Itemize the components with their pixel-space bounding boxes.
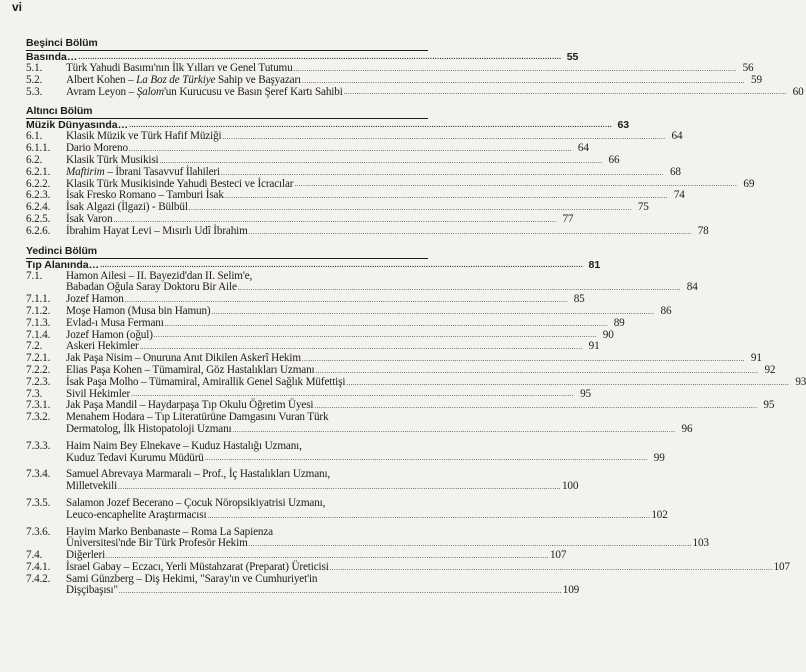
entry-title: Evlad-ı Musa Fermanı	[66, 316, 164, 329]
entry-number: 7.3.5.	[26, 496, 51, 509]
entry-number: 7.1.1.	[26, 293, 51, 306]
entry-title-line: Samuel Abrevaya Marmaralı – Prof., İç Hastalıkları Uzmanı,	[66, 468, 331, 481]
page-number: 96	[681, 422, 693, 435]
page-number: 100	[561, 480, 579, 493]
page-number: 102	[651, 508, 668, 521]
leader-dots	[106, 553, 549, 560]
entry-title	[66, 87, 343, 99]
entry-number: 6.2.2.	[26, 177, 51, 190]
page-number: 64	[671, 130, 683, 143]
section-heading	[26, 258, 601, 271]
entry-number: 7.4.	[26, 549, 43, 562]
page-number: 66	[608, 153, 620, 166]
entry-title: Klasik Türk Musikisinde Yahudi Besteci ve İcracılar	[66, 177, 294, 190]
entry-title-line: Dermatolog, İlk Histopatoloji Uzmanı	[66, 422, 232, 435]
leader-dots	[140, 344, 583, 351]
entry-number: 7.2.1.	[26, 352, 51, 365]
entry-number: 7.3.3.	[26, 439, 51, 452]
page-number: 78	[697, 224, 709, 237]
toc-entry[interactable]	[26, 572, 580, 598]
table-of-contents	[26, 37, 806, 597]
entry-title-part: – İbrani Tasavvuf İlahileri	[104, 165, 220, 178]
entry-title-line: Menahem Hodara – Tıp Literatürüne Damgasını Vuran Türk	[66, 411, 329, 424]
entry-title-line: Hamon Ailesi – II. Bayezid'dan II. Selim'e,	[66, 269, 253, 282]
leader-dots	[205, 455, 648, 462]
page-number: 55	[566, 51, 579, 63]
toc-entry[interactable]	[26, 439, 665, 465]
entry-title: Askeri Hekimler	[66, 340, 139, 353]
entry-title: İbrahim Hayat Levi – Mısırlı Udî İbrahim	[66, 224, 248, 237]
page-number: 92	[764, 363, 776, 376]
toc-entry[interactable]	[26, 363, 776, 377]
page-number: 74	[673, 189, 685, 202]
leader-dots	[302, 78, 745, 85]
leader-dots	[160, 158, 603, 165]
entry-title: Türk Yahudi Basımı'nın İlk Yılları ve Genel Tutumu	[66, 62, 293, 74]
leader-dots	[330, 565, 773, 572]
page-number: 107	[773, 560, 790, 573]
page-number: 56	[742, 62, 754, 74]
entry-title: Diğerleri	[66, 549, 106, 562]
leader-dots	[249, 229, 692, 236]
entry-number: 7.2.2.	[26, 363, 51, 376]
entry-number: 6.1.1.	[26, 142, 51, 155]
chapter-5	[26, 37, 804, 98]
page-number: 59	[751, 73, 762, 86]
page-number: 103	[692, 537, 709, 550]
toc-entry[interactable]	[26, 224, 709, 238]
toc-entry[interactable]	[26, 269, 698, 295]
entry-number: 6.2.5.	[26, 212, 51, 225]
entry-number: 7.3.1.	[26, 399, 51, 412]
entry-number: 7.4.1.	[26, 560, 51, 573]
leader-dots	[154, 332, 597, 339]
leader-dots	[113, 217, 556, 224]
entry-number: 7.3.4.	[26, 468, 51, 481]
toc-entry[interactable]	[26, 468, 579, 493]
page-number: 84	[686, 281, 698, 294]
entry-number: 7.1.	[26, 269, 43, 282]
entry-title: İsak Algazi (İlgazi) - Bülbül	[66, 201, 188, 214]
page-number: 86	[660, 304, 672, 317]
page-number: 60	[792, 85, 804, 98]
leader-dots	[129, 122, 612, 129]
entry-title: Moşe Hamon (Musa bin Hamun)	[66, 304, 211, 317]
entry-title: Jak Paşa Nisim – Onuruna Anıt Dikilen Askerî Hekim	[66, 352, 301, 365]
entry-title-italic: La Boz de Türkiye	[136, 73, 216, 86]
section-label: Müzik Dünyasında…	[26, 119, 129, 132]
entry-title-part: Avram Leyon –	[66, 85, 137, 98]
leader-dots	[302, 356, 745, 363]
entry-title-italic: Maftirim	[66, 165, 105, 178]
leader-dots	[221, 170, 664, 177]
entry-number: 7.2.	[26, 340, 43, 353]
toc-entry[interactable]	[26, 375, 806, 389]
entry-title-line: Sami Günzberg – Diş Hekimi, "Saray'ın ve Cumhuriyet'in	[66, 572, 318, 585]
entry-number: 7.3.2.	[26, 411, 51, 424]
leader-dots	[207, 513, 650, 520]
leader-dots	[294, 66, 737, 73]
entry-number: 7.3.	[26, 387, 43, 400]
page-number: 99	[653, 451, 665, 464]
entry-number: 7.3.6.	[26, 525, 51, 538]
page-number: 63	[617, 119, 630, 132]
entry-title-line: Salamon Jozef Becerano – Çocuk Nöropsikiyatrisi Uzmanı,	[66, 496, 326, 509]
entry-number: 5.1.	[26, 62, 43, 74]
entry-number: 6.2.	[26, 153, 43, 166]
chapter-title: Altıncı Bölüm	[26, 105, 93, 118]
leader-dots	[189, 205, 632, 212]
section-label: Basında…	[26, 51, 78, 63]
page-number: 81	[588, 258, 601, 271]
entry-title: İsak Paşa Molho – Tümamiral, Amirallik Genel Sağlık Müfettişi	[66, 375, 346, 388]
leader-dots	[344, 89, 787, 96]
chapter-6	[26, 105, 755, 237]
entry-title-line: Babadan Oğula Saray Doktoru Bir Aile	[66, 281, 237, 294]
toc-entry[interactable]	[26, 411, 693, 436]
entry-number: 7.1.2.	[26, 304, 51, 317]
entry-title-italic: Şalom	[136, 85, 164, 98]
page-number: 95	[580, 387, 591, 400]
leader-dots	[225, 193, 668, 200]
toc-entry[interactable]	[26, 304, 672, 318]
entry-title-line: Milletvekili	[66, 480, 118, 493]
entry-number: 7.2.3.	[26, 375, 51, 388]
entry-title-line: Kuduz Tedavi Kurumu Müdürü	[66, 451, 204, 464]
page-number: 64	[577, 142, 589, 155]
entry-number: 5.2.	[26, 73, 43, 86]
page-number: 68	[669, 165, 681, 178]
leader-dots	[222, 134, 665, 141]
leader-dots	[118, 484, 561, 491]
toc-entry[interactable]	[26, 560, 790, 574]
toc-entry[interactable]	[26, 165, 681, 179]
page-number: 90	[602, 328, 614, 341]
entry-title: Jozef Hamon (oğul)	[66, 328, 153, 341]
leader-dots	[78, 54, 561, 61]
section-label: Tıp Alanında…	[26, 258, 100, 271]
entry-title-line: Dişçibaşısı"	[66, 584, 118, 597]
leader-dots	[129, 146, 572, 153]
entry-number: 7.4.2.	[26, 572, 51, 585]
entry-title: Dario Moreno	[66, 142, 128, 155]
entry-number: 6.2.4.	[26, 201, 51, 214]
entry-title: Sivil Hekimler	[66, 387, 131, 400]
entry-title: İsak Fresko Romano – Tamburi İsak	[66, 189, 224, 202]
page-number: 69	[743, 177, 755, 190]
entry-title: Jak Paşa Mandil – Haydarpaşa Tıp Okulu Öğretim Üyesi	[66, 399, 314, 412]
chapter-title: Yedinci Bölüm	[26, 244, 98, 257]
entry-number: 6.1.	[26, 130, 43, 143]
entry-number: 7.1.3.	[26, 316, 51, 329]
page-number: 85	[573, 293, 585, 306]
entry-title-line: Üniversitesi'nde Bir Türk Profesör Hekim	[66, 537, 248, 550]
page-number: 93	[795, 375, 806, 388]
page-number: 77	[562, 212, 574, 225]
entry-title-line: Hayim Marko Benbanaste – Roma La Sapienza	[66, 525, 273, 538]
toc-entry[interactable]	[26, 525, 709, 551]
leader-dots	[131, 391, 574, 398]
entry-number: 7.1.4.	[26, 328, 51, 341]
entry-title: İsrael Gabay – Eczacı, Yerli Müstahzarat (Preparat) Üreticisi	[66, 560, 329, 573]
page-folio: vi	[12, 0, 23, 14]
entry-number: 5.3.	[26, 85, 43, 98]
entry-title: Jozef Hamon	[66, 293, 124, 306]
entry-number: 6.2.6.	[26, 224, 51, 237]
leader-dots	[233, 427, 676, 434]
entry-title	[66, 167, 220, 179]
leader-dots	[165, 321, 608, 328]
page-number: 91	[750, 352, 762, 365]
leader-dots	[125, 297, 568, 304]
leader-dots	[238, 285, 681, 292]
entry-title: Klasik Türk Musikisi	[66, 153, 159, 166]
leader-dots	[294, 181, 737, 188]
page-number: 107	[549, 549, 567, 562]
entry-title-part: Sahip ve Başyazarı	[215, 73, 302, 86]
page-number: 89	[613, 316, 625, 329]
entry-title-part: Albert Kohen –	[66, 73, 137, 86]
toc-entry[interactable]	[26, 496, 668, 522]
page-number: 109	[562, 584, 580, 597]
toc-entry[interactable]	[26, 85, 804, 99]
entry-number: 6.2.1.	[26, 165, 51, 178]
entry-number: 6.2.3.	[26, 189, 51, 202]
leader-dots	[315, 368, 758, 375]
entry-title: İsak Varon	[66, 212, 113, 225]
leader-dots	[346, 380, 789, 387]
leader-dots	[119, 588, 562, 595]
entry-title-line: Haim Naim Bey Elnekave – Kuduz Hastalığı Uzmanı,	[66, 439, 302, 452]
leader-dots	[249, 541, 692, 548]
entry-title: Klasik Müzik ve Türk Hafif Müziği	[66, 130, 222, 143]
leader-dots	[314, 403, 757, 410]
toc-entry[interactable]	[26, 316, 625, 330]
entry-title-part: 'un Kurucusu ve Basın Şeref Kartı Sahibi	[163, 85, 343, 98]
page-number: 75	[637, 201, 649, 214]
leader-dots	[211, 309, 654, 316]
page-number: 95	[763, 399, 775, 412]
leader-dots	[100, 262, 583, 269]
chapter-7	[26, 244, 806, 598]
entry-title: Elias Paşa Kohen – Tümamiral, Göz Hastalıkları Uzmanı	[66, 363, 315, 376]
toc-entry[interactable]	[26, 212, 574, 226]
entry-title-line: Leuco-encaphelite Araştırmacısı	[66, 508, 207, 521]
chapter-title: Beşinci Bölüm	[26, 37, 98, 49]
page-number: 91	[588, 340, 600, 353]
